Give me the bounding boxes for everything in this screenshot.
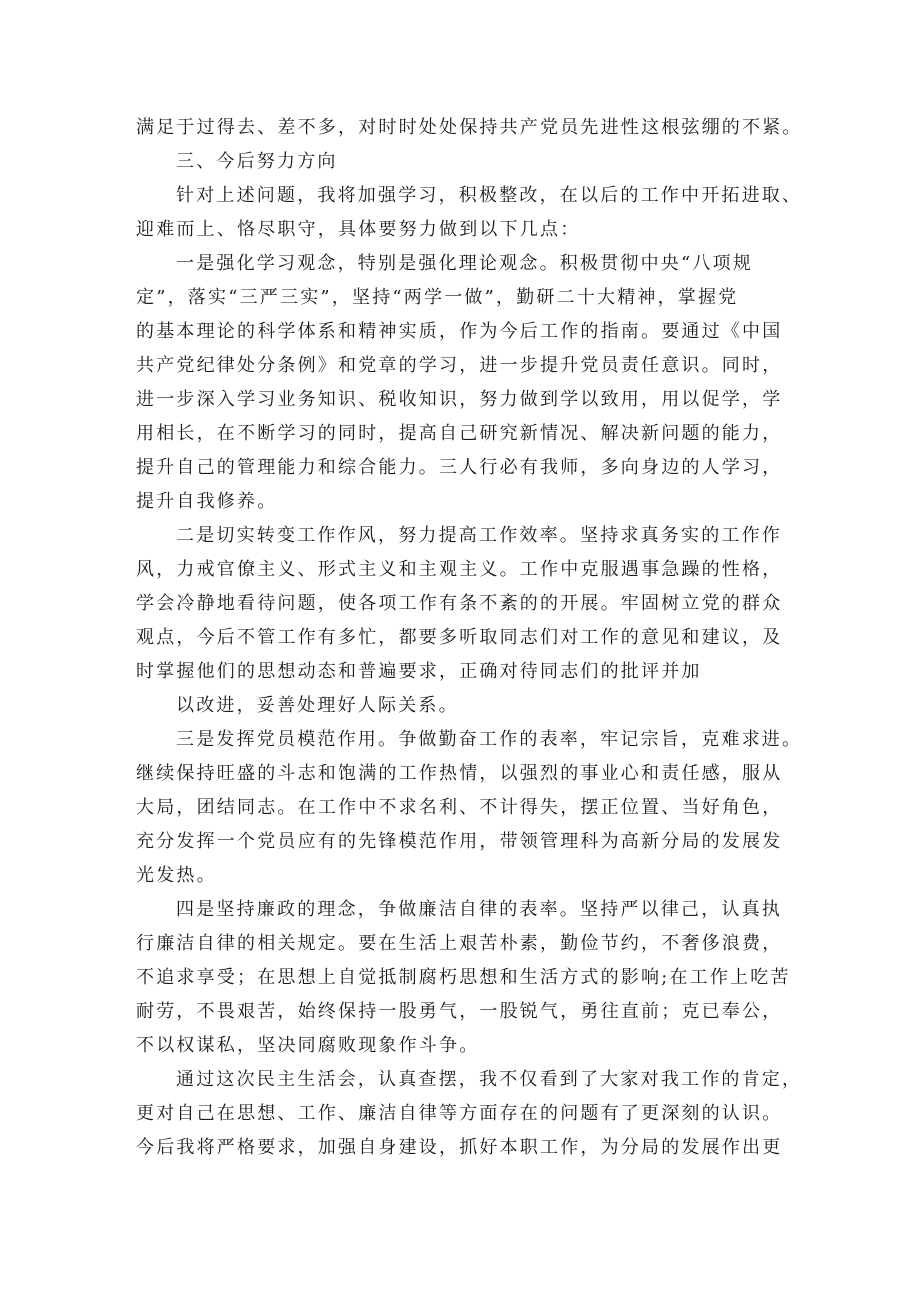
text-line: 大局，团结同志。在工作中不求名利、不计得失，摆正位置、当好角色， [136,797,783,818]
text-line: 行廉洁自律的相关规定。要在生活上艰苦朴素，勤俭节约，不奢侈浪费， [136,933,783,954]
text-line: 今后我将严格要求，加强自身建设，抓好本职工作，为分局的发展作出更 [136,1137,783,1158]
text-line: 进一步深入学习业务知识、税收知识，努力做到学以致用，用以促学，学 [136,389,783,410]
text-line: 通过这次民主生活会，认真查摆，我不仅看到了大家对我工作的肯定， [176,1069,803,1090]
text-line: 迎难而上、恪尽职守，具体要努力做到以下几点： [136,219,581,240]
text-line: 提升自己的管理能力和综合能力。三人行必有我师，多向身边的人学习， [136,457,783,478]
text-line: 四是坚持廉政的理念，争做廉洁自律的表率。坚持严以律己，认真执 [176,899,782,920]
text-line: 不以权谋私，坚决同腐败现象作斗争。 [136,1035,480,1056]
text-line: 以改进，妥善处理好人际关系。 [176,695,459,716]
text-line: 时掌握他们的思想动态和普遍要求，正确对待同志们的批评并加 [136,661,702,682]
text-line: 针对上述问题，我将加强学习，积极整改，在以后的工作中开拓进取、 [176,185,803,206]
text-line: 光发热。 [136,865,217,886]
section-heading: 三、今后努力方向 [176,151,338,172]
text-line: 共产党纪律处分条例》和党章的学习，进一步提升党员责任意识。同时， [136,355,783,376]
text-line: 充分发挥一个党员应有的先锋模范作用，带领管理科为高新分局的发展发 [136,831,783,852]
text-line: 不追求享受；在思想上自觉抵制腐朽思想和生活方式的影响;在工作上吃苦 [136,967,791,988]
text-line: 一是强化学习观念，特别是强化理论观念。积极贯彻中央“八项规 [176,253,753,274]
text-line: 学会冷静地看待问题，使各项工作有条不紊的的开展。牢固树立党的群众 [136,593,783,614]
text-line: 定”，落实“三严三实”，坚持“两学一做”，勤研二十大精神，掌握党 [136,287,739,308]
text-line: 二是切实转变工作作风，努力提高工作效率。坚持求真务实的工作作 [176,525,782,546]
text-line: 风，力戒官僚主义、形式主义和主观主义。工作中克服遇事急躁的性格， [136,559,783,580]
text-line: 继续保持旺盛的斗志和饱满的工作热情，以强烈的事业心和责任感，服从 [136,763,783,784]
text-line: 提升自我修养。 [136,491,278,512]
text-line: 满足于过得去、差不多，对时时处处保持共产党员先进性这根弦绷的不紧。 [136,117,803,138]
text-line: 三是发挥党员模范作用。争做勤奋工作的表率，牢记宗旨，克难求进。 [176,729,803,750]
text-line: 耐劳，不畏艰苦，始终保持一股勇气，一股锐气，勇往直前；克已奉公， [136,1001,783,1022]
text-line: 用相长，在不断学习的同时，提高自己研究新情况、解决新问题的能力， [136,423,783,444]
text-line: 的基本理论的科学体系和精神实质，作为今后工作的指南。要通过《中国 [136,321,783,342]
text-line: 更对自己在思想、工作、廉洁自律等方面存在的问题有了更深刻的认识。 [136,1103,783,1124]
text-line: 观点，今后不管工作有多忙，都要多听取同志们对工作的意见和建议，及 [136,627,783,648]
